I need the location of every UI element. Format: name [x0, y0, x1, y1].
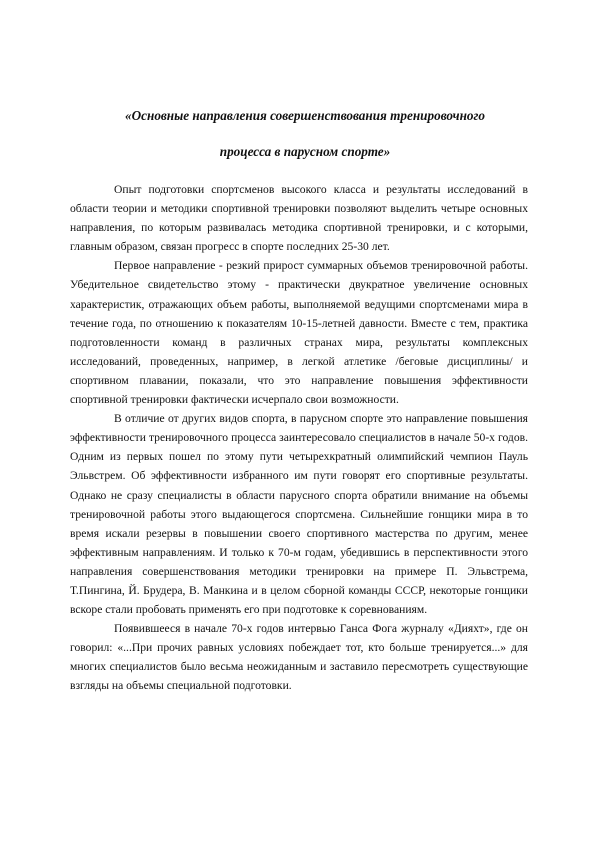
document-title — [70, 98, 540, 170]
paragraph-1: Опыт подготовки спортсменов высокого класса и результаты исследований в области теории и методики спортивной тренировки позволяют выделить четыре основных направления, по которым развивалась методика спортивной тренировки, и с которыми, главным образом, связан прогресс в спорте последних 25-30 лет. — [70, 183, 528, 254]
paragraph-4: Появившееся в начале 70-х годов интервью Ганса Фога журналу «Дияхт», где он говорил: «...При прочих равных условиях побеждает тот, кто больше тренируется...» для многих специалистов было весьма неожиданным и заставило пересмотреть существующие взгляды на объемы специальной подготовки. — [70, 622, 528, 693]
document-body — [70, 180, 528, 696]
title-line-2: процесса в парусном спорте» — [219, 144, 391, 159]
paragraph-3: В отличие от других видов спорта, в парусном спорте это направление повышения эффективности тренировочного процесса заинтересовало специалистов в начале 50-х годов. Одним из первых пошел по этому пути четырехкратный олимпийский чемпион Пауль Эльвстрем. Об эффективности избранного им пути говорят его спортивные результаты. Однако не сразу специалисты в области парусного спорта обратили внимание на объемы тренировочной работы этого выдающегося спортсмена. Сильнейшие гонщики мира в то время искали резервы в повышении своего спортивного мастерства по другим, менее эффективным направлениям. И только к 70-м годам, убедившись в перспективности этого направления совершенствования методики тренировки на примере П. Эльвстрема, Т.Пингина, Й. Брудера, В. Манкина и в целом сборной команды СССР, некоторые гонщики вскоре стали пробовать применять его при подготовке к соревнованиям. — [70, 412, 528, 617]
title-line-1: «Основные направления совершенствования тренировочного — [125, 108, 485, 123]
paragraph-2: Первое направление - резкий прирост суммарных объемов тренировочной работы. Убедительное свидетельство этому - практически двукратное увеличение основных характеристик, отражающих объем работы, выполняемой ведущими спортсменами мира в течение года, по отношению к показателям 10-15-летней давности. Вместе с тем, практика подготовленности команд в различных странах мира, результаты комплексных исследований, проведенных, например, в легкой атлетике /беговые дисциплины/ и спортивном плавании, показали, что это направление повышения эффективности спортивной тренировки фактически исчерпало свои возможности. — [70, 259, 528, 407]
